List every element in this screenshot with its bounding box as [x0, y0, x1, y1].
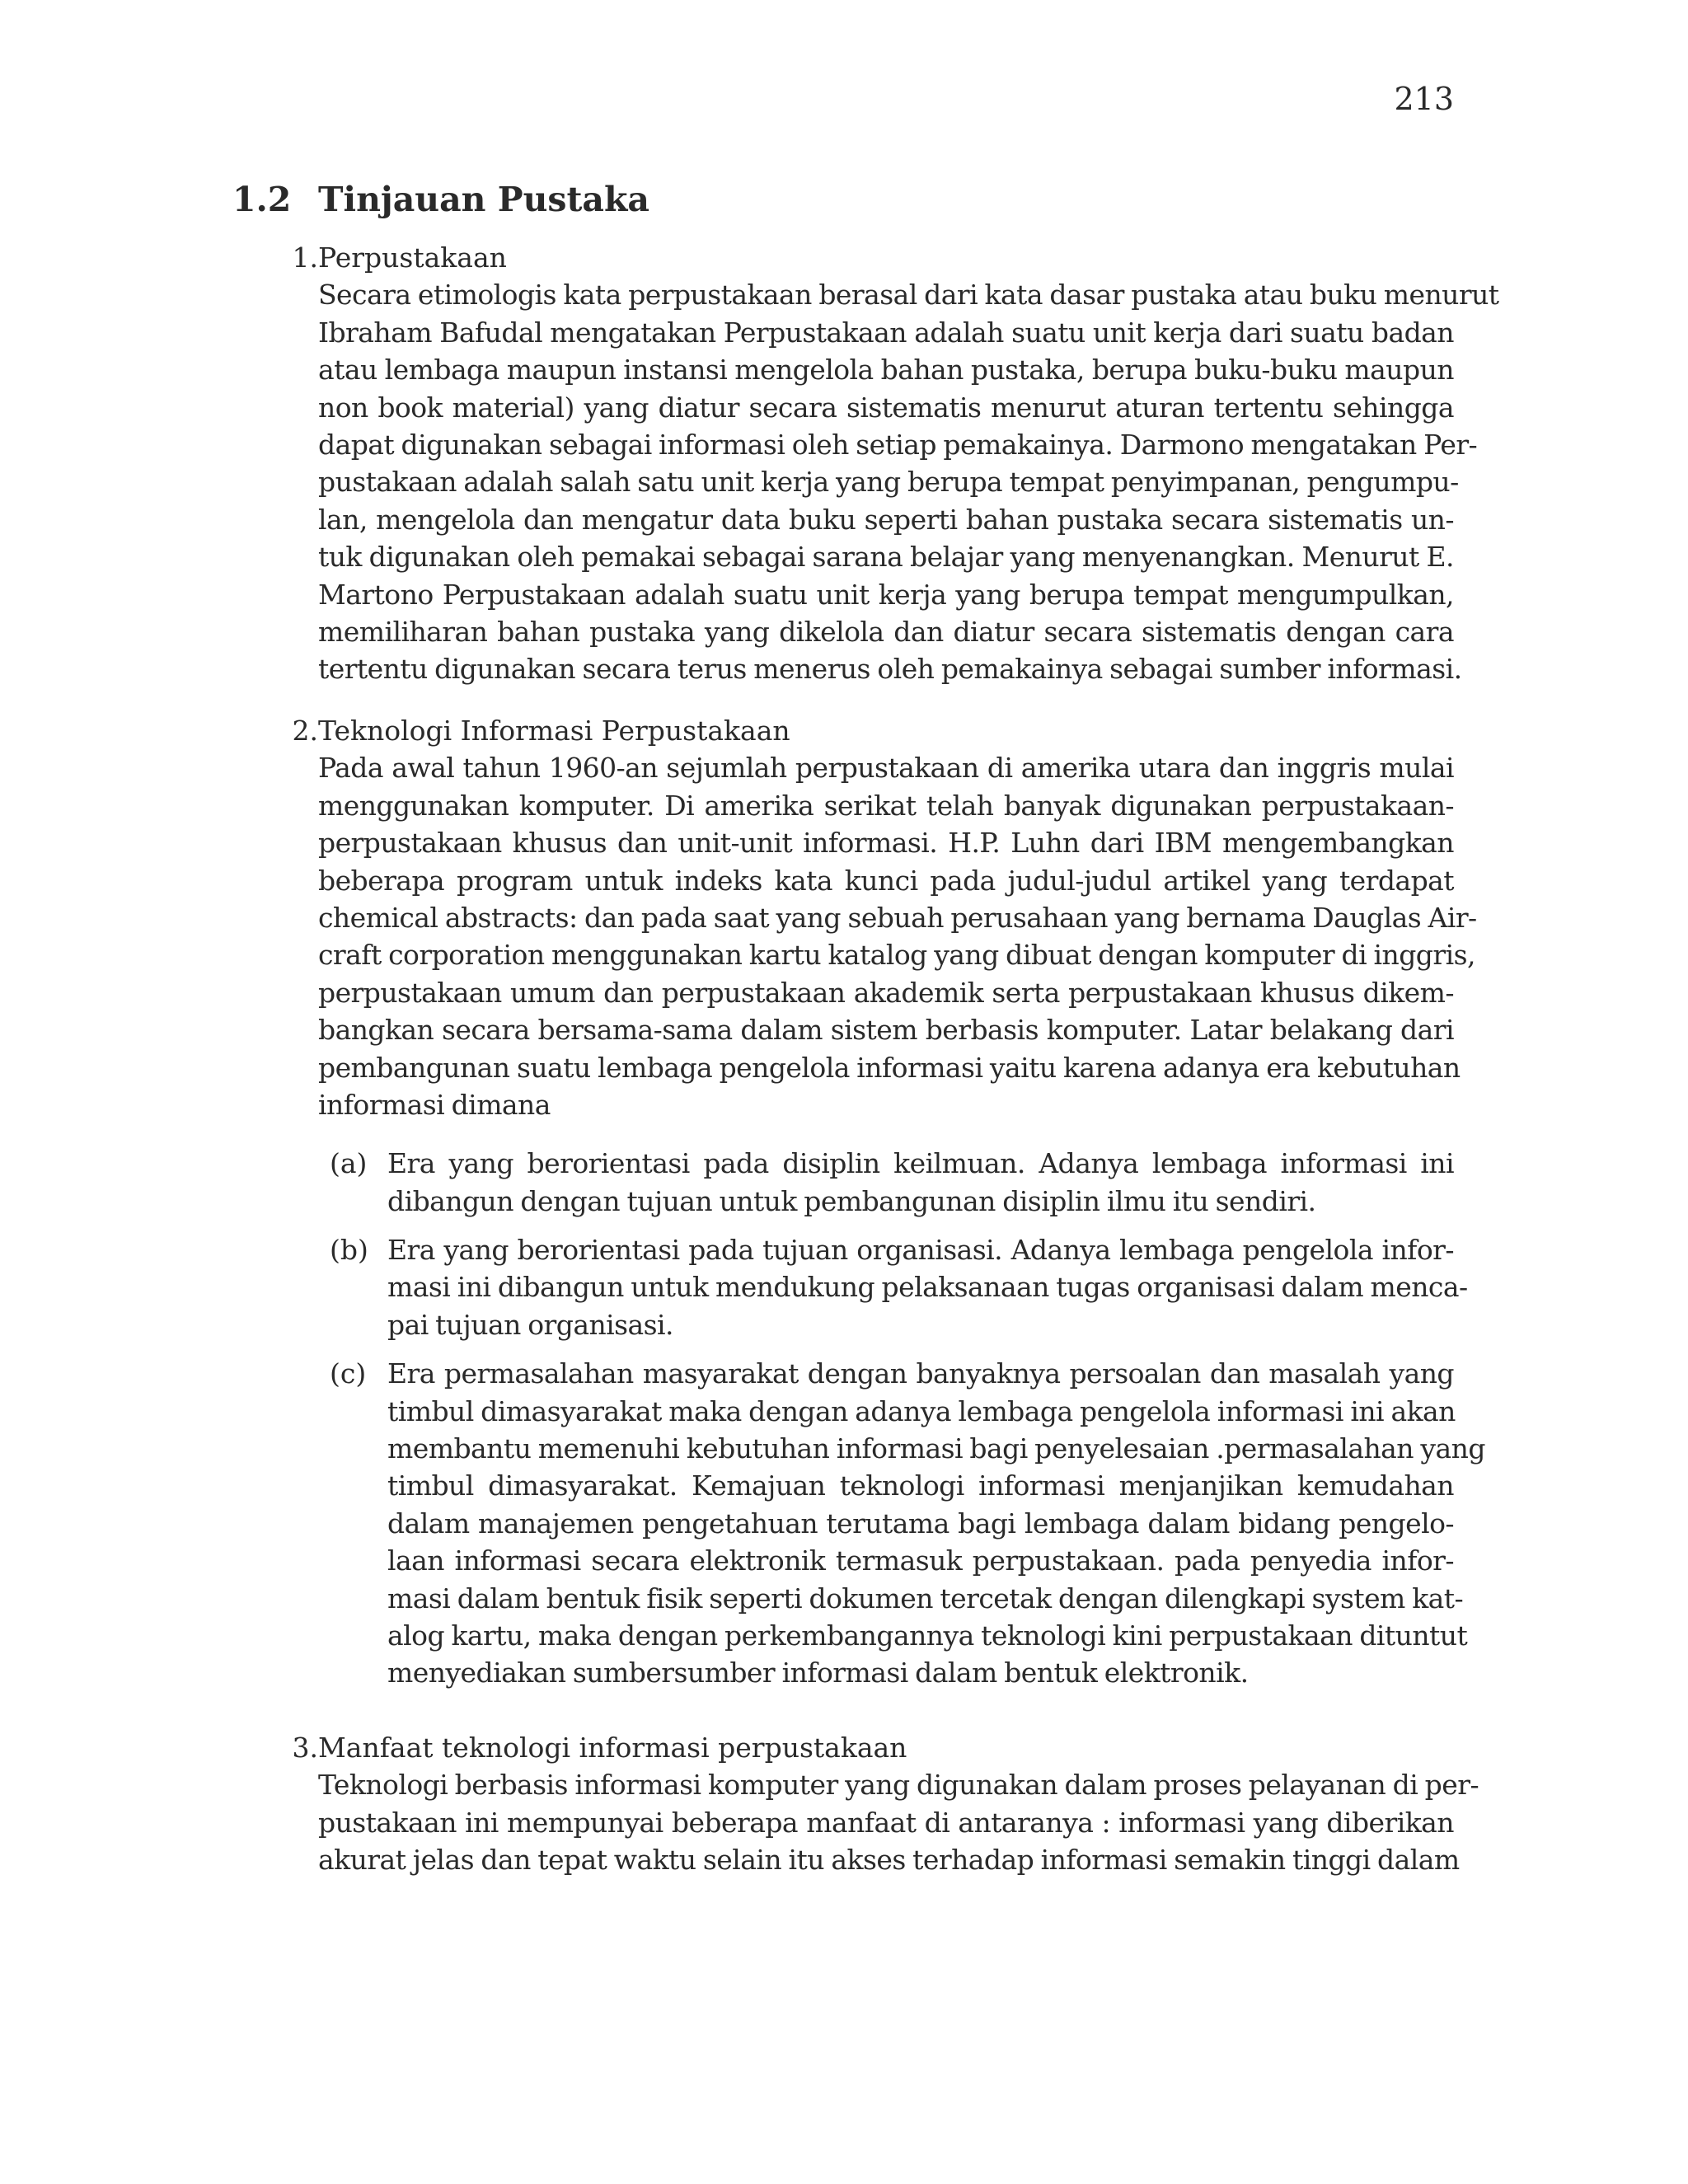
body-line: chemical abstracts: dan pada saat yang sebuah perusahaan yang bernama Dauglas Air-: [318, 901, 1477, 934]
body-line: beberapa program untuk indeks kata kunci pada judul-judul artikel yang terdapat: [318, 864, 1454, 897]
body-line: dalam manajemen pengetahuan terutama bagi lembaga dalam bidang pengelo-: [387, 1507, 1454, 1540]
body-line: Teknologi berbasis informasi komputer yang digunakan dalam proses pelayanan di per-: [318, 1769, 1479, 1802]
body-line: timbul dimasyarakat. Kemajuan teknologi informasi menjanjikan kemudahan: [387, 1469, 1454, 1502]
sub-item-c: [318, 1355, 1485, 1692]
body-line: Era permasalahan masyarakat dengan banyaknya persoalan dan masalah yang: [387, 1357, 1454, 1390]
section-title: Tinjauan Pustaka: [318, 180, 649, 219]
body-line: Ibraham Bafudal mengatakan Perpustakaan adalah suatu unit kerja dari suatu badan: [318, 316, 1454, 349]
body-line: perpustakaan umum dan perpustakaan akademik serta perpustakaan khusus dikem-: [318, 976, 1454, 1009]
body-line: non book material) yang diatur secara sistematis menurut aturan tertentu sehingga: [318, 391, 1454, 424]
list-item-teknologi-informasi: [272, 712, 1485, 1704]
section-heading: [232, 180, 649, 219]
body-line: Era yang berorientasi pada tujuan organisasi. Adanya lembaga pengelola infor-: [387, 1234, 1454, 1267]
body-line: menggunakan komputer. Di amerika serikat telah banyak digunakan perpustakaan-: [318, 789, 1454, 822]
body-line: membantu memenuhi kebutuhan informasi bagi penyelesaian .permasalahan yang: [387, 1432, 1485, 1465]
sub-marker: (c): [330, 1357, 367, 1390]
list-marker: 3.: [292, 1732, 318, 1764]
list-item-perpustakaan: [272, 239, 1499, 688]
item-title: Perpustakaan: [318, 241, 507, 274]
body-line: lan, mengelola dan mengatur data buku seperti bahan pustaka secara sistematis un-: [318, 503, 1454, 536]
sub-marker: (b): [330, 1234, 368, 1267]
list-marker: 1.: [292, 241, 318, 274]
body-line: bangkan secara bersama-sama dalam sistem berbasis komputer. Latar belakang dari: [318, 1014, 1454, 1047]
body-line: akurat jelas dan tepat waktu selain itu akses terhadap informasi semakin tinggi dalam: [318, 1844, 1460, 1877]
body-line: pembangunan suatu lembaga pengelola informasi yaitu karena adanya era kebutuhan: [318, 1051, 1461, 1084]
sub-item-b: [318, 1231, 1468, 1343]
body-line: timbul dimasyarakat maka dengan adanya lembaga pengelola informasi ini akan: [387, 1394, 1456, 1427]
body-line: dibangun dengan tujuan untuk pembangunan disiplin ilmu itu sendiri.: [387, 1184, 1316, 1217]
body-line: Era yang berorientasi pada disiplin keilmuan. Adanya lembaga informasi ini: [387, 1147, 1454, 1180]
body-line: alog kartu, maka dengan perkembangannya teknologi kini perpustakaan dituntut: [387, 1619, 1468, 1652]
sub-list: [272, 1145, 1485, 1691]
body-line: Martono Perpustakaan adalah suatu unit kerja yang berupa tempat mengumpulkan,: [318, 578, 1454, 611]
body-line: craft corporation menggunakan kartu katalog yang dibuat dengan komputer di inggris,: [318, 939, 1475, 972]
body-line: Pada awal tahun 1960-an sejumlah perpustakaan di amerika utara dan inggris mulai: [318, 752, 1454, 785]
body-line: masi dalam bentuk fisik seperti dokumen tercetak dengan dilengkapi system kat-: [387, 1582, 1464, 1615]
body-line: atau lembaga maupun instansi mengelola bahan pustaka, berupa buku-buku maupun: [318, 354, 1454, 387]
item-title: Teknologi Informasi Perpustakaan: [318, 715, 790, 747]
sub-item-a: [318, 1145, 1454, 1220]
item-title: Manfaat teknologi informasi perpustakaan: [318, 1732, 907, 1764]
list-marker: 2.: [292, 715, 318, 747]
body-line: memiliharan bahan pustaka yang dikelola dan diatur secara sistematis dengan cara: [318, 615, 1454, 648]
body-line: masi ini dibangun untuk mendukung pelaksanaan tugas organisasi dalam menca-: [387, 1271, 1468, 1304]
body-line: Secara etimologis kata perpustakaan berasal dari kata dasar pustaka atau buku menurut: [318, 279, 1499, 312]
body-line: pustakaan adalah salah satu unit kerja yang berupa tempat penyimpanan, pengumpu-: [318, 466, 1459, 499]
section-number: 1.2: [232, 180, 292, 219]
body-line: dapat digunakan sebagai informasi oleh setiap pemakainya. Darmono mengatakan Per-: [318, 428, 1478, 461]
body-line: tertentu digunakan secara terus menerus oleh pemakainya sebagai sumber informasi.: [318, 653, 1462, 686]
body-line: pai tujuan organisasi.: [387, 1308, 673, 1341]
body-line: tuk digunakan oleh pemakai sebagai sarana belajar yang menyenangkan. Menurut E.: [318, 541, 1454, 574]
body-line: informasi dimana: [318, 1088, 551, 1121]
sub-marker: (a): [330, 1147, 368, 1180]
body-line: menyediakan sumbersumber informasi dalam bentuk elektronik.: [387, 1657, 1249, 1690]
page-number: 213: [1394, 81, 1454, 117]
body-line: pustakaan ini mempunyai beberapa manfaat di antaranya : informasi yang diberikan: [318, 1806, 1454, 1839]
body-line: laan informasi secara elektronik termasuk perpustakaan. pada penyedia infor-: [387, 1544, 1454, 1577]
body-line: perpustakaan khusus dan unit-unit informasi. H.P. Luhn dari IBM mengembangkan: [318, 827, 1454, 860]
list-item-manfaat: [272, 1729, 1479, 1879]
